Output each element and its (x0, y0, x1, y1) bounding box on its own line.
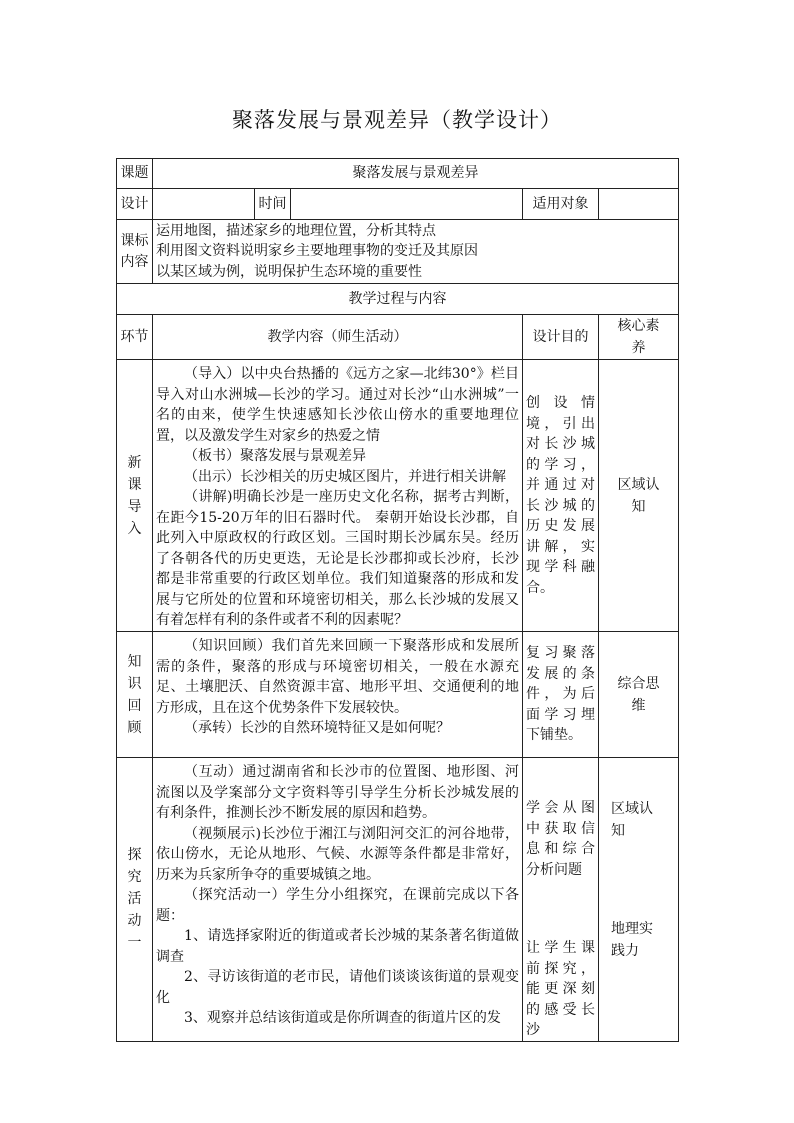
content-paragraph: 1、请选择家附近的街道或者长沙城的某条著名街道做调查 (156, 928, 519, 965)
stage-label: 知识回顾 (117, 632, 153, 758)
design-row (117, 189, 679, 220)
literacy-spacer (611, 842, 666, 918)
document-title: 聚落发展与景观差异（教学设计） (232, 108, 562, 132)
stage-label: 新课导入 (117, 360, 153, 632)
content-paragraph: （讲解)明确长沙是一座历史文化名称，据考古判断，在距今15-20万年的旧石器时代。 秦朝开始设长沙郡，自此列入中原政权的行政区划。三国时期长沙属东吴。经历了各朝各代的历史更迭，无论是长沙郡抑或长沙府，长沙都是非常重要的行政区划单位。我们知道聚落的形成和发展与它所处的位置和环境密切相关，那么长沙城的发展又有着怎样有利的条件或者不利的因素呢？ (156, 489, 519, 628)
literacy-text-b: 地理实践力 (611, 921, 653, 959)
content-paragraph: （板书）聚落发展与景观差异 (184, 448, 366, 464)
design-label: 设计 (117, 189, 153, 220)
content-paragraph: （探究活动一）学生分小组探究，在课前完成以下各题： (156, 887, 519, 924)
purpose-spacer (526, 880, 595, 938)
col-header-purpose: 设计目的 (523, 315, 599, 360)
literacy-text-a: 区域认知 (611, 801, 653, 839)
purpose-text-b: 让学生课前探究，能更深刻的感受长沙 (526, 940, 595, 1038)
col-header-content: 教学内容（师生活动） (153, 315, 523, 360)
topic-row (117, 159, 679, 189)
column-header-row (117, 315, 679, 360)
design-value (153, 189, 255, 220)
content-paragraph: 2、寻访该街道的老市民，请他们谈谈该街道的景观变化 (156, 969, 519, 1006)
time-label: 时间 (255, 189, 291, 220)
standard-label (117, 220, 153, 284)
purpose-text-a: 学会从图中获取信息和综合分析问题 (526, 800, 595, 878)
content-cell (153, 758, 523, 1042)
content-cell (153, 360, 523, 632)
purpose-cell (523, 758, 599, 1042)
standard-row (117, 220, 679, 284)
col-header-stage: 环节 (117, 315, 153, 360)
standard-label-line2: 内容 (120, 253, 149, 270)
content-paragraph: （出示）长沙相关的历史城区图片，并进行相关讲解 (184, 468, 506, 485)
standard-line: 以某区域为例，说明保护生态环境的重要性 (156, 263, 422, 280)
literacy-cell (599, 758, 679, 1042)
topic-label: 课题 (117, 159, 153, 189)
literacy-cell: 区域认知 (599, 360, 679, 632)
col-header-literacy: 核心素养 (599, 315, 679, 360)
process-row-intro (117, 360, 679, 632)
stage-label: 探究活动一 (117, 758, 153, 1042)
standard-line: 运用地图，描述家乡的地理位置，分析其特点 (156, 222, 436, 239)
time-value (291, 189, 523, 220)
content-paragraph: （承转）长沙的自然环境特征又是如何呢？ (184, 720, 450, 736)
content-cell (153, 632, 523, 758)
literacy-cell: 综合思维 (599, 632, 679, 758)
content-paragraph: （导入）以中央台热播的《远方之家—北纬30°》栏目导入对山水洲城—长沙的学习。通过对长沙“山水洲城”一名的由来，使学生快速感知长沙依山傍水的重要地理位置，以及激发学生对家乡的热爱之情 (156, 366, 519, 444)
content-paragraph: （互动）通过湖南省和长沙市的位置图、地形图、河流图以及学案部分文字资料等引导学生分析长沙城发展的有利条件，推测长沙不断发展的原因和趋势。 (156, 764, 519, 821)
lesson-plan-table (116, 158, 679, 1042)
content-paragraph: 3、观察并总结该街道或是你所调查的街道片区的发 (184, 1010, 501, 1026)
section-header: 教学过程与内容 (117, 284, 679, 315)
purpose-cell: 创设情境，引出对长沙城的学习，并通过对长沙城的历史发展讲解，实现学科融合。 (523, 360, 599, 632)
process-row-review (117, 632, 679, 758)
section-header-row (117, 284, 679, 315)
standard-label-line1: 课标 (120, 233, 149, 249)
audience-value (599, 189, 679, 220)
audience-label: 适用对象 (523, 189, 599, 220)
content-paragraph: （知识回顾）我们首先来回顾一下聚落形成和发展所需的条件，聚落的形成与环境密切相关，一般在水源充足、土壤肥沃、自然资源丰富、地形平坦、交通便利的地方形成，且在这个优势条件下发展较快。 (156, 638, 519, 716)
topic-value: 聚落发展与景观差异 (153, 159, 679, 189)
purpose-cell: 复习聚落发展的条件，为后面学习埋下铺垫。 (523, 632, 599, 758)
process-row-activity (117, 758, 679, 1042)
standard-content (153, 220, 679, 284)
content-paragraph: （视频展示)长沙位于湘江与浏阳河交汇的河谷地带，依山傍水，无论从地形、气候、水源等条件都是非常好，历来为兵家所争夺的重要城镇之地。 (156, 825, 519, 883)
standard-line: 利用图文资料说明家乡主要地理事物的变迁及其原因 (156, 243, 478, 260)
